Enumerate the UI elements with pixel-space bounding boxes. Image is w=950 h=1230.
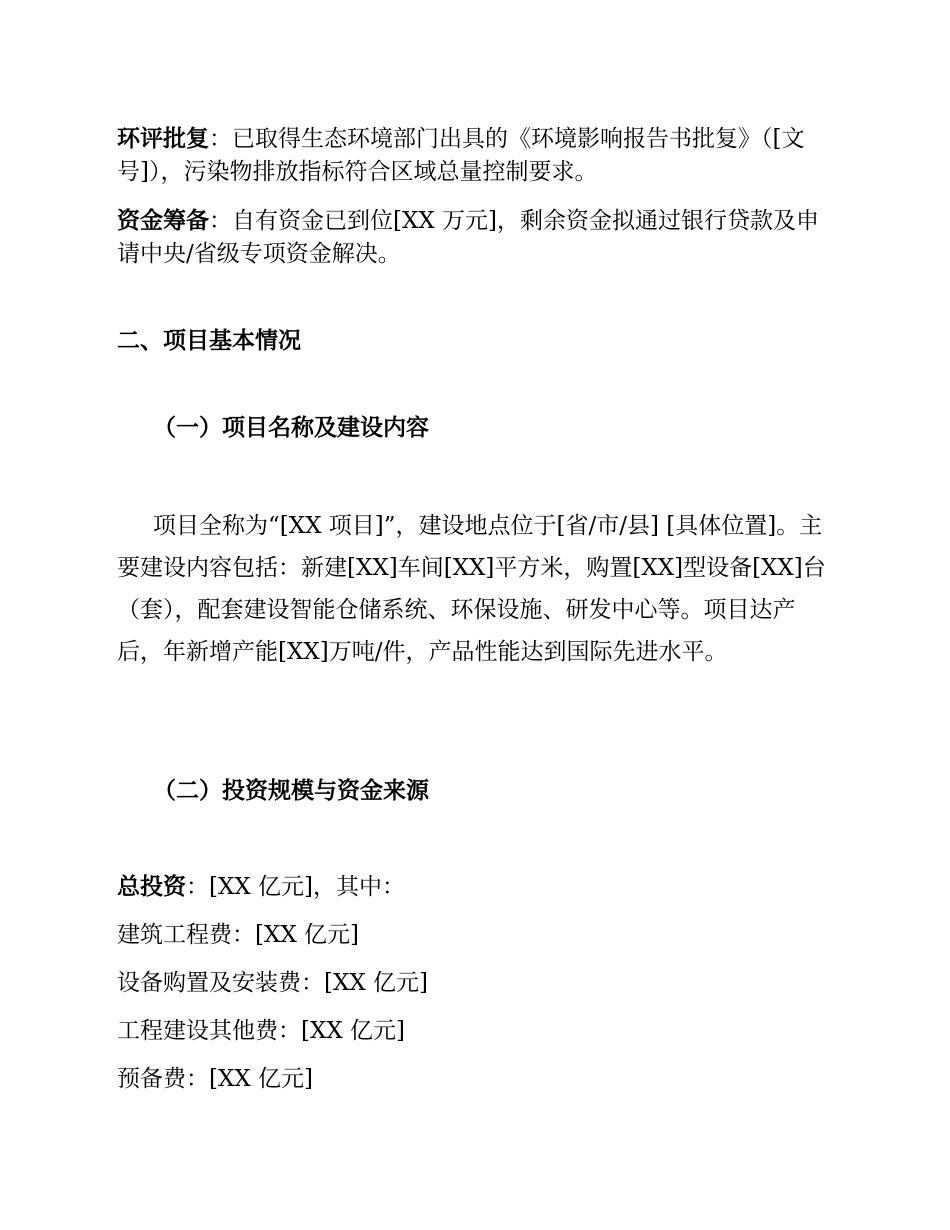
investment-item-construction: 建筑工程费：[XX 亿元] [117, 922, 360, 948]
env-approval-text: ：已取得生态环境部门出具的《环境影响报告书批复》（[文号]），污染物排放指标符合区域总量控制要求。 [117, 126, 805, 185]
total-investment-text: ：[XX 亿元]，其中： [186, 874, 406, 900]
subheading-project-name: （一）项目名称及建设内容 [153, 415, 429, 441]
total-investment-line [117, 871, 405, 904]
total-investment-label: 总投资 [117, 874, 186, 900]
fund-prep-label: 资金筹备 [117, 208, 209, 234]
project-description-paragraph: 项目全称为“[XX 项目]”，建设地点位于[省/市/县] [具体位置]。主要建设内容包括：新建[XX]车间[XX]平方米，购置[XX]型设备[XX]台（套），配套建设智能仓储系统、环保设施、研发中心等。项目达产后，年新增产能[XX]万吨/件，产品性能达到国际先进水平。 [117, 513, 826, 665]
fund-prep-text: ：自有资金已到位[XX 万元]，剩余资金拟通过银行贷款及申请中央/省级专项资金解决。 [117, 208, 820, 267]
env-approval-label: 环评批复 [117, 126, 209, 152]
fund-prep-paragraph [117, 205, 837, 271]
investment-item-reserve: 预备费：[XX 亿元] [117, 1066, 314, 1092]
investment-item-equipment: 设备购置及安装费：[XX 亿元] [117, 970, 429, 996]
subheading-investment: （二）投资规模与资金来源 [153, 778, 429, 804]
section-heading-basic-info: 二、项目基本情况 [117, 328, 301, 354]
env-approval-paragraph [117, 123, 837, 189]
investment-item-other: 工程建设其他费：[XX 亿元] [117, 1018, 406, 1044]
